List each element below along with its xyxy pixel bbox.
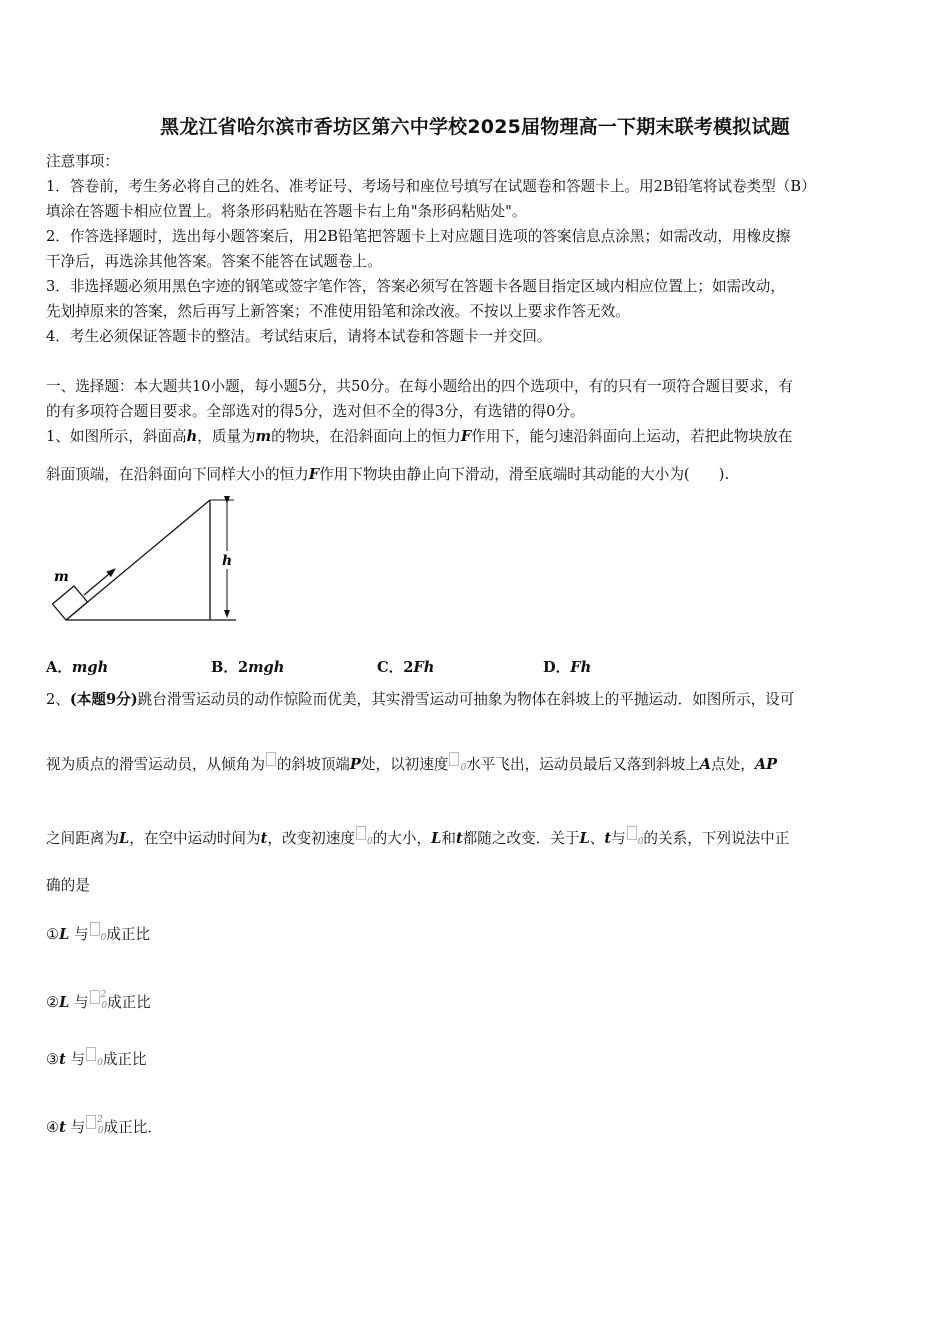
notice-line: 先划掉原来的答案，然后再写上新答案；不准使用铅笔和涂改液。不按以上要求作答无效。 bbox=[46, 303, 630, 320]
option-a: A．mgh bbox=[46, 659, 109, 676]
statement-3: ③t 与 0成正比 bbox=[46, 1047, 908, 1073]
v-placeholder bbox=[90, 922, 100, 936]
v-placeholder bbox=[86, 1115, 96, 1129]
question-2-text: 之间距离为L，在空中运动时间为t，改变初速度 0的大小，L和t都随之改变．关于L、t与 0的关系，下列说法中正 bbox=[46, 826, 908, 852]
theta-placeholder bbox=[266, 752, 276, 766]
v-placeholder bbox=[86, 1047, 96, 1061]
question-1-text: 斜面顶端，在沿斜面向下同样大小的恒力F作用下物块由静止向下滑动，滑至底端时其动能的大小为( ). bbox=[46, 466, 730, 483]
option-c: C．2Fh bbox=[377, 659, 435, 676]
option-b: B．2mgh bbox=[211, 659, 285, 676]
section-heading: 一、选择题：本大题共10小题，每小题5分，共50分。在每小题给出的四个选项中，有的只有一项符合题目要求，有 bbox=[46, 378, 793, 395]
notice-line: 填涂在答题卡相应位置上。将条形码粘贴在答题卡右上角"条形码粘贴处"。 bbox=[46, 203, 527, 220]
page-title: 黑龙江省哈尔滨市香坊区第六中学校2025届物理高一下期末联考模拟试题 bbox=[160, 116, 790, 138]
notice-line: 3．非选择题必须用黑色字迹的钢笔或签字笔作答，答案必须写在答题卡各题目指定区域内相应位置上；如需改动， bbox=[46, 278, 785, 295]
question-1-text: 1、如图所示，斜面高h，质量为m的物块，在沿斜面向上的恒力F作用下，能匀速沿斜面向上运动，若把此物块放在 bbox=[46, 428, 793, 445]
v-placeholder bbox=[627, 826, 637, 840]
section-instructions: 的有多项符合题目要求。全部选对的得5分，选对但不全的得3分，有选错的得0分。 bbox=[46, 403, 585, 420]
statement-2: ②L 与 $^2$0成正比 bbox=[46, 990, 151, 1011]
question-2-text: 2、(本题9分)跳台滑雪运动员的动作惊险而优美，其实滑雪运动可抽象为物体在斜坡上的平抛运动．如图所示，设可 bbox=[46, 691, 795, 708]
v-placeholder bbox=[356, 826, 366, 840]
mass-block bbox=[53, 586, 88, 620]
statement-1: ①L 与 0成正比 bbox=[46, 922, 908, 948]
question-2-text: 视为质点的滑雪运动员，从倾角为 的斜坡顶端P处，以初速度 0水平飞出，运动员最后又落到斜坡上A点处，AP bbox=[46, 752, 908, 778]
notice-line: 4．考生必须保证答题卡的整洁。考试结束后，请将本试卷和答题卡一并交回。 bbox=[46, 328, 552, 345]
notice-line: 1．答卷前，考生务必将自己的姓名、准考证号、考场号和座位号填写在试题卷和答题卡上。用2B铅笔将试卷类型（B） bbox=[46, 178, 816, 195]
incline-diagram bbox=[46, 495, 246, 630]
height-label: h bbox=[222, 553, 233, 569]
v-placeholder bbox=[449, 752, 459, 766]
force-arrow bbox=[84, 569, 115, 595]
statement-4: ④t 与 $^2$0成正比． bbox=[46, 1115, 162, 1136]
v-placeholder bbox=[90, 990, 100, 1004]
mass-label: m bbox=[54, 569, 69, 585]
question-2-text: 确的是 bbox=[46, 877, 90, 894]
option-d: D．Fh bbox=[543, 659, 592, 676]
notice-line: 干净后，再选涂其他答案。答案不能答在试题卷上。 bbox=[46, 253, 382, 270]
notice-heading: 注意事项： bbox=[46, 153, 119, 170]
notice-line: 2．作答选择题时，选出每小题答案后，用2B铅笔把答题卡上对应题目选项的答案信息点涂黑；如需改动，用橡皮擦 bbox=[46, 228, 791, 245]
